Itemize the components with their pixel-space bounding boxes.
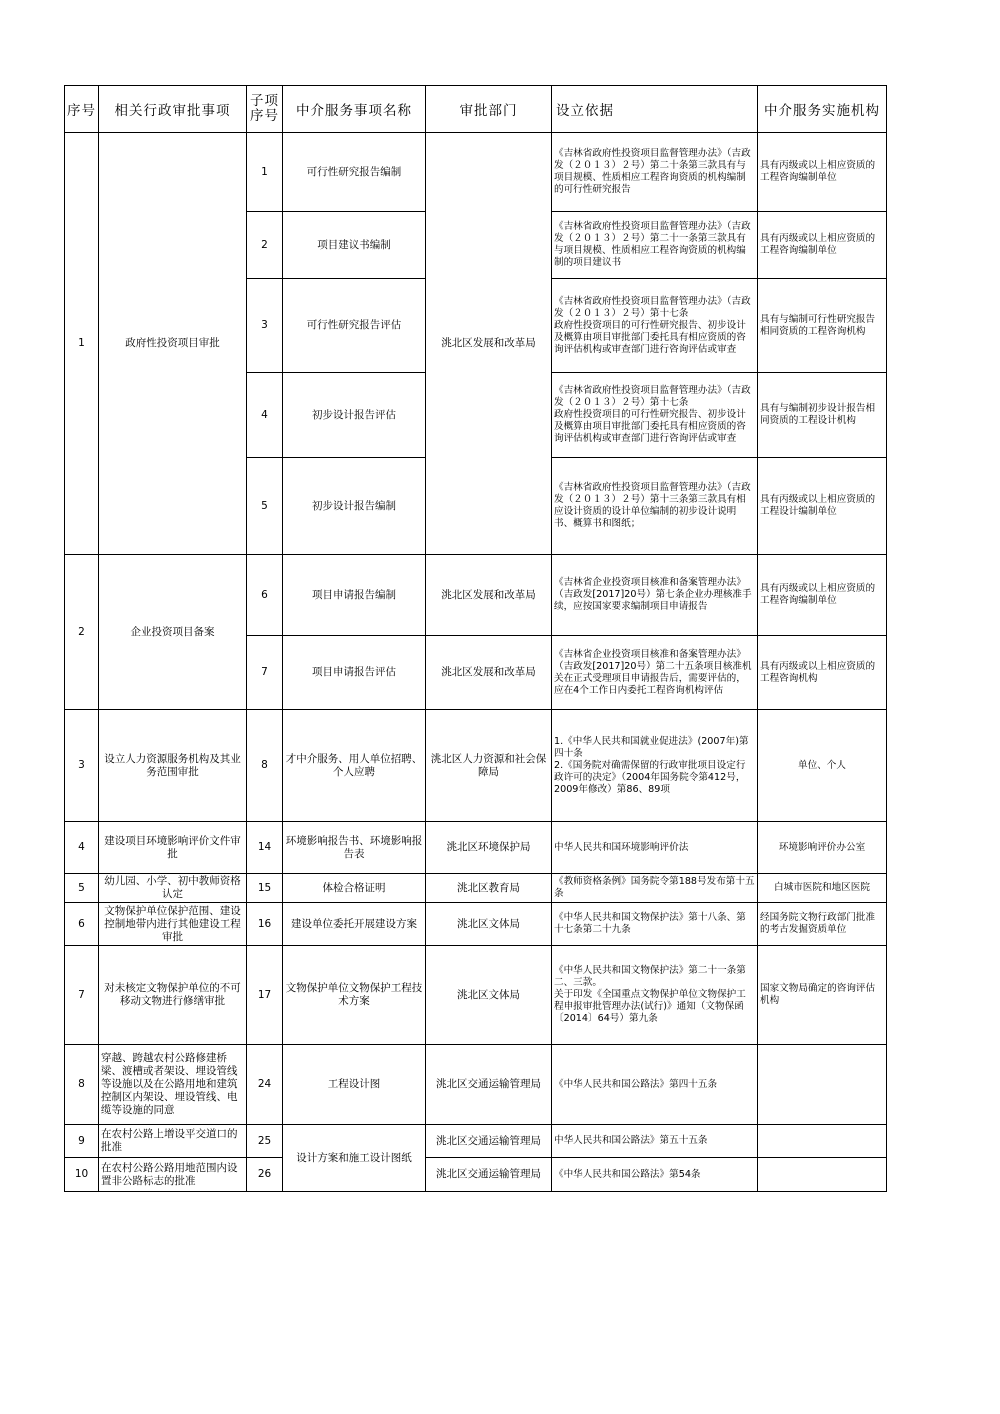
header-basis: 设立依据 [552,86,758,133]
row-institution: 经国务院文物行政部门批准的考古发掘资质单位 [758,903,887,946]
row-institution: 白城市医院和地区医院 [758,874,887,903]
group-approval: 在农村公路上增设平交道口的批准 [99,1125,247,1158]
row-subseq: 24 [247,1045,283,1125]
row-subseq: 2 [247,212,283,279]
group-approval: 穿越、跨越农村公路修建桥梁、渡槽或者架设、埋设管线等设施以及在公路用地和建筑控制区内架设、埋设管线、电缆等设施的同意 [99,1045,247,1125]
row-service: 可行性研究报告编制 [283,133,426,212]
row-institution [758,1045,887,1125]
group-seq: 8 [65,1045,99,1125]
group-seq: 2 [65,555,99,710]
row-institution: 具有丙级或以上相应资质的工程咨询编制单位 [758,133,887,212]
table-row [65,822,887,874]
row-subseq: 1 [247,133,283,212]
row-dept: 洮北区交通运输管理局 [426,1045,552,1125]
group-approval: 政府性投资项目审批 [99,133,247,555]
row-basis: 《中华人民共和国公路法》第54条 [552,1158,758,1192]
group-approval: 在农村公路公路用地范围内设置非公路标志的批准 [99,1158,247,1192]
group-seq: 3 [65,710,99,822]
group-approval: 建设项目环境影响评价文件审批 [99,822,247,874]
row-basis: 中华人民共和国环境影响评价法 [552,822,758,874]
group-seq: 7 [65,946,99,1045]
row-basis: 《中华人民共和国文物保护法》第二十一条第二、三款。 关于印发《全国重点文物保护单位文物保护工程申报审批管理办法(试行)》通知（文物保函〔2014〕64号）第九条 [552,946,758,1045]
table-row [65,874,887,903]
header-approval: 相关行政审批事项 [99,86,247,133]
row-institution: 环境影响评价办公室 [758,822,887,874]
row-basis: 《吉林省政府性投资项目监督管理办法》（吉政发（２０１３）２号）第十三条第三款具有相应设计资质的设计单位编制的初步设计说明书、概算书和图纸； [552,458,758,555]
header-institution: 中介服务实施机构 [758,86,887,133]
row-institution: 具有丙级或以上相应资质的工程设计编制单位 [758,458,887,555]
row-subseq: 6 [247,555,283,636]
row-institution: 具有丙级或以上相应资质的工程咨询编制单位 [758,555,887,636]
row-service: 项目申请报告编制 [283,555,426,636]
intermediary-service-table [64,85,887,1192]
row-dept: 洮北区发展和改革局 [426,555,552,636]
group-approval: 文物保护单位保护范围、建设控制地带内进行其他建设工程审批 [99,903,247,946]
row-service: 体检合格证明 [283,874,426,903]
row-subseq: 17 [247,946,283,1045]
row-subseq: 5 [247,458,283,555]
row-institution: 具有与编制可行性研究报告相同资质的工程咨询机构 [758,279,887,373]
table-row [65,710,887,822]
table-row [65,946,887,1045]
group-approval: 幼儿园、小学、初中教师资格认定 [99,874,247,903]
row-service: 设计方案和施工设计图纸 [283,1125,426,1192]
row-basis: 《教师资格条例》国务院令第188号发布第十五条 [552,874,758,903]
row-service: 工程设计图 [283,1045,426,1125]
row-institution: 具有丙级或以上相应资质的工程咨询机构 [758,636,887,710]
row-service: 文物保护单位文物保护工程技术方案 [283,946,426,1045]
row-basis: 《吉林省企业投资项目核准和备案管理办法》（吉政发[2017]20号）第七条企业办理核准手续，应按国家要求编制项目申请报告 [552,555,758,636]
group-approval: 企业投资项目备案 [99,555,247,710]
row-basis: 《吉林省政府性投资项目监督管理办法》（吉政发（２０１３）２号）第二十一条第三款具有与项目规模、性质相应工程咨询资质的机构编制的项目建议书 [552,212,758,279]
row-dept: 洮北区发展和改革局 [426,636,552,710]
row-basis: 《吉林省企业投资项目核准和备案管理办法》（吉政发[2017]20号）第二十五条项目核准机关在正式受理项目申请报告后，需要评估的，应在4个工作日内委托工程咨询机构评估 [552,636,758,710]
row-subseq: 7 [247,636,283,710]
row-service: 项目建议书编制 [283,212,426,279]
row-subseq: 16 [247,903,283,946]
header-subseq: 子项序号 [247,86,283,133]
row-service: 初步设计报告编制 [283,458,426,555]
row-basis: 1.《中华人民共和国就业促进法》(2007年)第四十条 2.《国务院对确需保留的行政审批项目设定行政许可的决定》（2004年国务院令第412号，2009年修改）第86、89项 [552,710,758,822]
row-basis: 《中华人民共和国文物保护法》第十八条、第十七条第二十九条 [552,903,758,946]
group-seq: 10 [65,1158,99,1192]
table-row [65,133,887,212]
row-subseq: 26 [247,1158,283,1192]
group-seq: 6 [65,903,99,946]
row-subseq: 3 [247,279,283,373]
row-institution: 具有与编制初步设计报告相同资质的工程设计机构 [758,373,887,458]
group-seq: 1 [65,133,99,555]
header-service: 中介服务事项名称 [283,86,426,133]
group-seq: 5 [65,874,99,903]
row-basis: 《中华人民共和国公路法》第四十五条 [552,1045,758,1125]
header-seq: 序号 [65,86,99,133]
row-subseq: 14 [247,822,283,874]
table-row [65,1158,887,1192]
row-service: 项目申请报告评估 [283,636,426,710]
row-institution: 单位、个人 [758,710,887,822]
row-basis: 《吉林省政府性投资项目监督管理办法》（吉政发（２０１３）２号）第十七条 政府性投资项目的可行性研究报告、初步设计及概算由项目审批部门委托具有相应资质的咨询评估机构或审查部门进行咨询评估或审查 [552,373,758,458]
row-subseq: 4 [247,373,283,458]
row-dept: 洮北区交通运输管理局 [426,1158,552,1192]
group-approval: 对未核定文物保护单位的不可移动文物进行修缮审批 [99,946,247,1045]
row-basis: 中华人民共和国公路法》第五十五条 [552,1125,758,1158]
group-dept: 洮北区发展和改革局 [426,133,552,555]
row-service: 环境影响报告书、环境影响报告表 [283,822,426,874]
row-dept: 洮北区环境保护局 [426,822,552,874]
group-seq: 9 [65,1125,99,1158]
row-dept: 洮北区文体局 [426,903,552,946]
row-dept: 洮北区教育局 [426,874,552,903]
table-row [65,1125,887,1158]
row-institution [758,1125,887,1158]
table-row [65,555,887,636]
group-seq: 4 [65,822,99,874]
row-service: 建设单位委托开展建设方案 [283,903,426,946]
table-row [65,903,887,946]
header-row [65,86,887,133]
row-subseq: 15 [247,874,283,903]
row-institution: 国家文物局确定的咨询评估机构 [758,946,887,1045]
row-basis: 《吉林省政府性投资项目监督管理办法》（吉政发（２０１３）２号）第二十条第三款具有与项目规模、性质相应工程咨询资质的机构编制的可行性研究报告 [552,133,758,212]
row-dept: 洮北区人力资源和社会保障局 [426,710,552,822]
row-subseq: 25 [247,1125,283,1158]
row-subseq: 8 [247,710,283,822]
row-institution [758,1158,887,1192]
row-institution: 具有丙级或以上相应资质的工程咨询编制单位 [758,212,887,279]
row-service: 才中介服务、用人单位招聘、个人应聘 [283,710,426,822]
header-dept: 审批部门 [426,86,552,133]
table-row [65,1045,887,1125]
row-basis: 《吉林省政府性投资项目监督管理办法》（吉政发（２０１３）２号）第十七条 政府性投资项目的可行性研究报告、初步设计及概算由项目审批部门委托具有相应资质的咨询评估机构或审查部门进行咨询评估或审查 [552,279,758,373]
row-service: 初步设计报告评估 [283,373,426,458]
row-service: 可行性研究报告评估 [283,279,426,373]
group-approval: 设立人力资源服务机构及其业务范围审批 [99,710,247,822]
row-dept: 洮北区交通运输管理局 [426,1125,552,1158]
row-dept: 洮北区文体局 [426,946,552,1045]
